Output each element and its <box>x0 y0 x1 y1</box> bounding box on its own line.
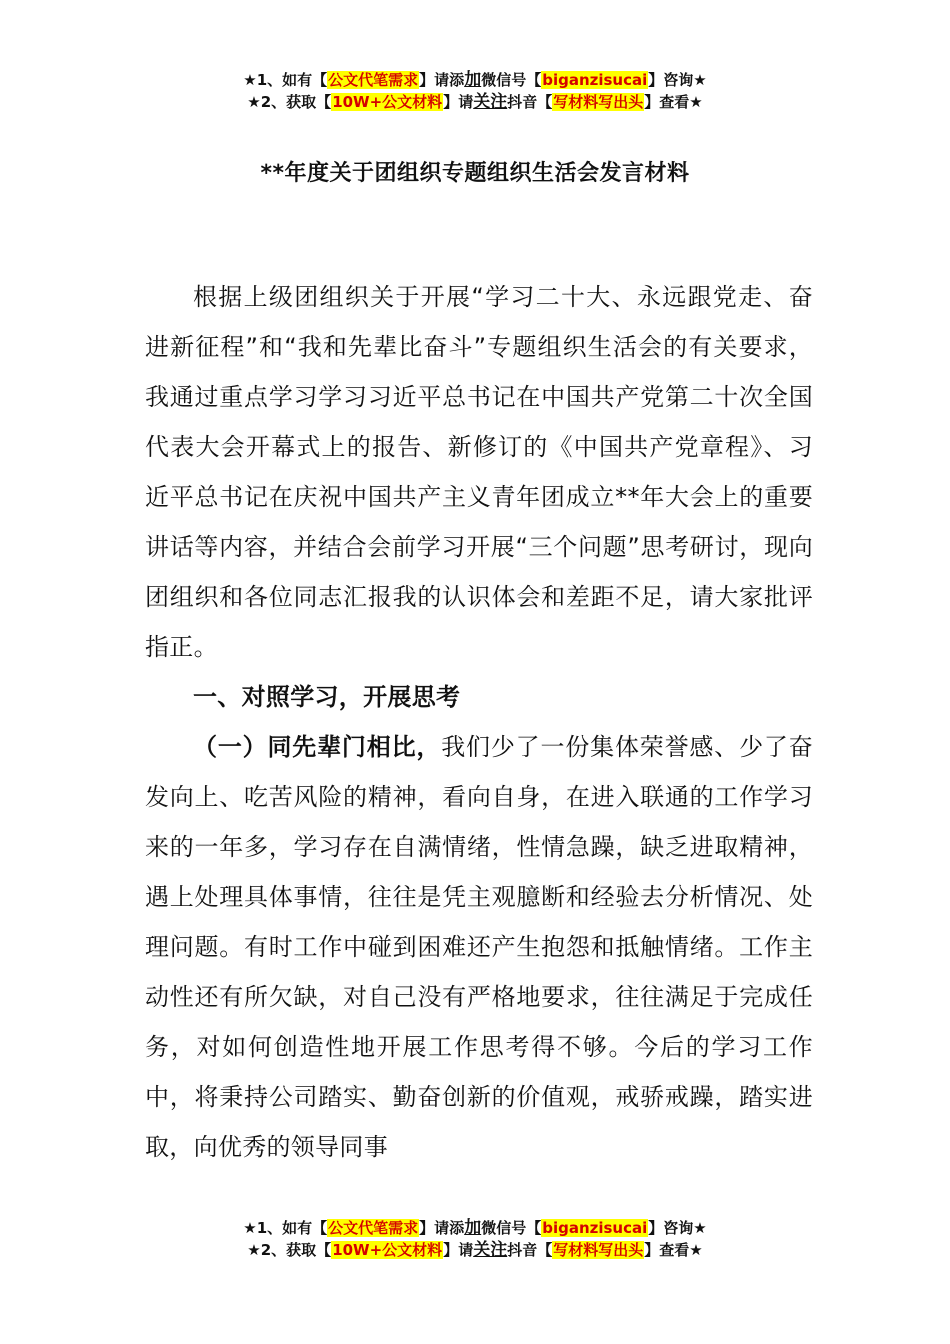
banner-text: 抖音【 <box>507 93 553 111</box>
banner-underline: 加 <box>464 1218 482 1238</box>
banner-wechat-id: biganzisucai <box>542 71 648 89</box>
banner-line-2 <box>0 91 950 113</box>
paragraph-section-1 <box>145 722 813 1172</box>
banner-douyin-id: 写材料写出头 <box>553 1241 644 1259</box>
banner-underline: 加 <box>464 70 482 90</box>
banner-text: ★1、如有【 <box>243 71 328 89</box>
banner-underline: 关注 <box>473 92 508 112</box>
banner-wechat-id: biganzisucai <box>542 1219 648 1237</box>
banner-line-1 <box>0 1217 950 1239</box>
paragraph-intro: 根据上级团组织关于开展“学习二十大、永远跟党走、奋进新征程”和“我和先辈比奋斗”专题组织生活会的有关要求，我通过重点学习学习习近平总书记在中国共产党第二十次全国代表大会开幕式上的报告、新修订的《中国共产党章程》、习近平总书记在庆祝中国共产主义青年团成立**年大会上的重要讲话等内容，并结合会前学习开展“三个问题”思考研讨，现向团组织和各位同志汇报我的认识体会和差距不足，请大家批评指正。 <box>145 283 813 661</box>
banner-line-1 <box>0 69 950 91</box>
banner-highlight: 公文代笔需求 <box>328 71 419 89</box>
banner-text: 微信号【 <box>481 71 542 89</box>
paragraph-lead: （一）同先辈门相比， <box>193 733 442 761</box>
banner-text: ★2、获取【 <box>247 93 332 111</box>
banner-text: 】请添 <box>419 1219 465 1237</box>
document-body <box>145 272 813 1172</box>
banner-text: ★2、获取【 <box>247 1241 332 1259</box>
banner-text: 】咨询★ <box>648 71 707 89</box>
banner-text: 微信号【 <box>481 1219 542 1237</box>
banner-text: 】请 <box>443 1241 474 1259</box>
paragraph-body: 我们少了一份集体荣誉感、少了奋发向上、吃苦风险的精神，看向自身，在进入联通的工作学习来的一年多，学习存在自满情绪，性情急躁，缺乏进取精神，遇上处理具体事情，往往是凭主观臆断和经验去分析情况、处理问题。有时工作中碰到困难还产生抱怨和抵触情绪。工作主动性还有所欠缺，对自己没有严格地要求，往往满足于完成任务，对如何创造性地开展工作思考得不够。今后的学习工作中，将秉持公司踏实、勤奋创新的价值观，戒骄戒躁，踏实进取，向优秀的领导同事 <box>145 733 814 1161</box>
banner-text: ★1、如有【 <box>243 1219 328 1237</box>
banner-text: 】查看★ <box>644 93 703 111</box>
banner-highlight: 10W+公文材料 <box>332 93 443 111</box>
banner-douyin-id: 写材料写出头 <box>553 93 644 111</box>
banner-text: 】查看★ <box>644 1241 703 1259</box>
banner-highlight: 公文代笔需求 <box>328 1219 419 1237</box>
header-banner <box>0 69 950 113</box>
banner-text: 】请 <box>443 93 474 111</box>
banner-text: 抖音【 <box>507 1241 553 1259</box>
banner-text: 】咨询★ <box>648 1219 707 1237</box>
banner-highlight: 10W+公文材料 <box>332 1241 443 1259</box>
document-title: **年度关于团组织专题组织生活会发言材料 <box>260 161 690 186</box>
footer-banner <box>0 1217 950 1261</box>
section-heading: 一、对照学习，开展思考 <box>193 683 461 711</box>
banner-text: 】请添 <box>419 71 465 89</box>
banner-line-2 <box>0 1239 950 1261</box>
banner-underline: 关注 <box>473 1240 508 1260</box>
